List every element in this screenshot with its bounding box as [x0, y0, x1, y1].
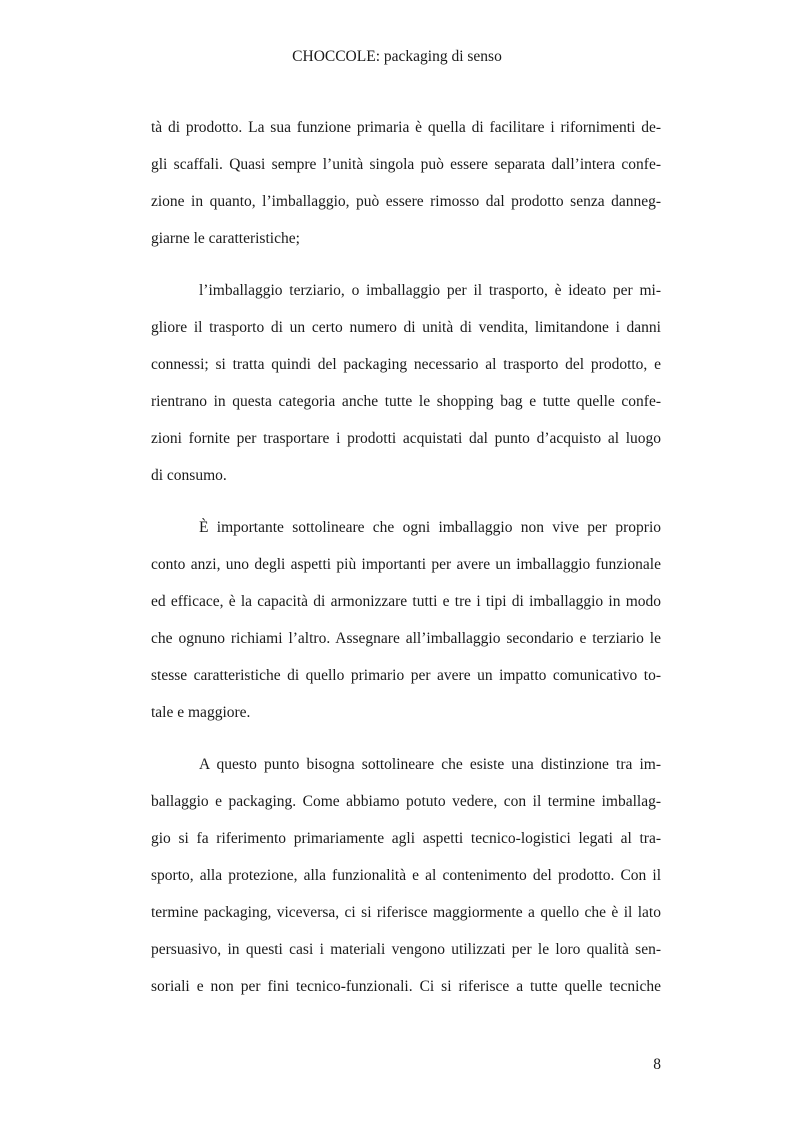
running-header: CHOCCOLE: packaging di senso [292, 48, 502, 65]
page-number: 8 [653, 1056, 661, 1073]
paragraph-line: tale e maggiore. [151, 704, 251, 721]
paragraph-line: giarne le caratteristiche; [151, 230, 300, 247]
paragraph-line: persuasivo, in questi casi i materiali vengono utilizzati per le loro qualità sen- [151, 941, 661, 958]
paragraph-4 [151, 746, 661, 1005]
paragraph-3 [151, 509, 661, 731]
paragraph-line: stesse caratteristiche di quello primario per avere un impatto comunicativo to- [151, 667, 661, 684]
paragraph-1 [151, 109, 661, 257]
paragraph-line: di consumo. [151, 467, 227, 484]
paragraph-line: zione in quanto, l’imballaggio, può essere rimosso dal prodotto senza danneg- [151, 193, 661, 210]
paragraph-line: conto anzi, uno degli aspetti più importanti per avere un imballaggio funzionale [151, 556, 661, 573]
paragraph-line: soriali e non per fini tecnico-funzionali. Ci si riferisce a tutte quelle tecniche [151, 978, 661, 995]
paragraph-line: gli scaffali. Quasi sempre l’unità singola può essere separata dall’intera confe- [151, 156, 661, 173]
paragraph-line: zioni fornite per trasportare i prodotti acquistati dal punto d’acquisto al luogo [151, 430, 661, 447]
paragraph-line: l’imballaggio terziario, o imballaggio per il trasporto, è ideato per mi- [199, 282, 661, 299]
paragraph-line: ed efficace, è la capacità di armonizzare tutti e tre i tipi di imballaggio in modo [151, 593, 661, 610]
paragraph-line: ballaggio e packaging. Come abbiamo potuto vedere, con il termine imballag- [151, 793, 661, 810]
paragraph-line: A questo punto bisogna sottolineare che esiste una distinzione tra im- [199, 756, 661, 773]
paragraph-line: È importante sottolineare che ogni imballaggio non vive per proprio [199, 519, 661, 536]
paragraph-line: rientrano in questa categoria anche tutte le shopping bag e tutte quelle confe- [151, 393, 661, 410]
paragraph-2 [151, 272, 661, 494]
paragraph-line: che ognuno richiami l’altro. Assegnare all’imballaggio secondario e terziario le [151, 630, 661, 647]
paragraph-line: sporto, alla protezione, alla funzionalità e al contenimento del prodotto. Con il [151, 867, 661, 884]
paragraph-line: gio si fa riferimento primariamente agli aspetti tecnico-logistici legati al tra- [151, 830, 661, 847]
paragraph-line: connessi; si tratta quindi del packaging necessario al trasporto del prodotto, e [151, 356, 661, 373]
body-text [151, 109, 661, 1005]
paragraph-line: gliore il trasporto di un certo numero di unità di vendita, limitandone i danni [151, 319, 661, 336]
paragraph-line: tà di prodotto. La sua funzione primaria è quella di facilitare i rifornimenti de- [151, 119, 661, 136]
paragraph-line: termine packaging, viceversa, ci si riferisce maggiormente a quello che è il lato [151, 904, 661, 921]
